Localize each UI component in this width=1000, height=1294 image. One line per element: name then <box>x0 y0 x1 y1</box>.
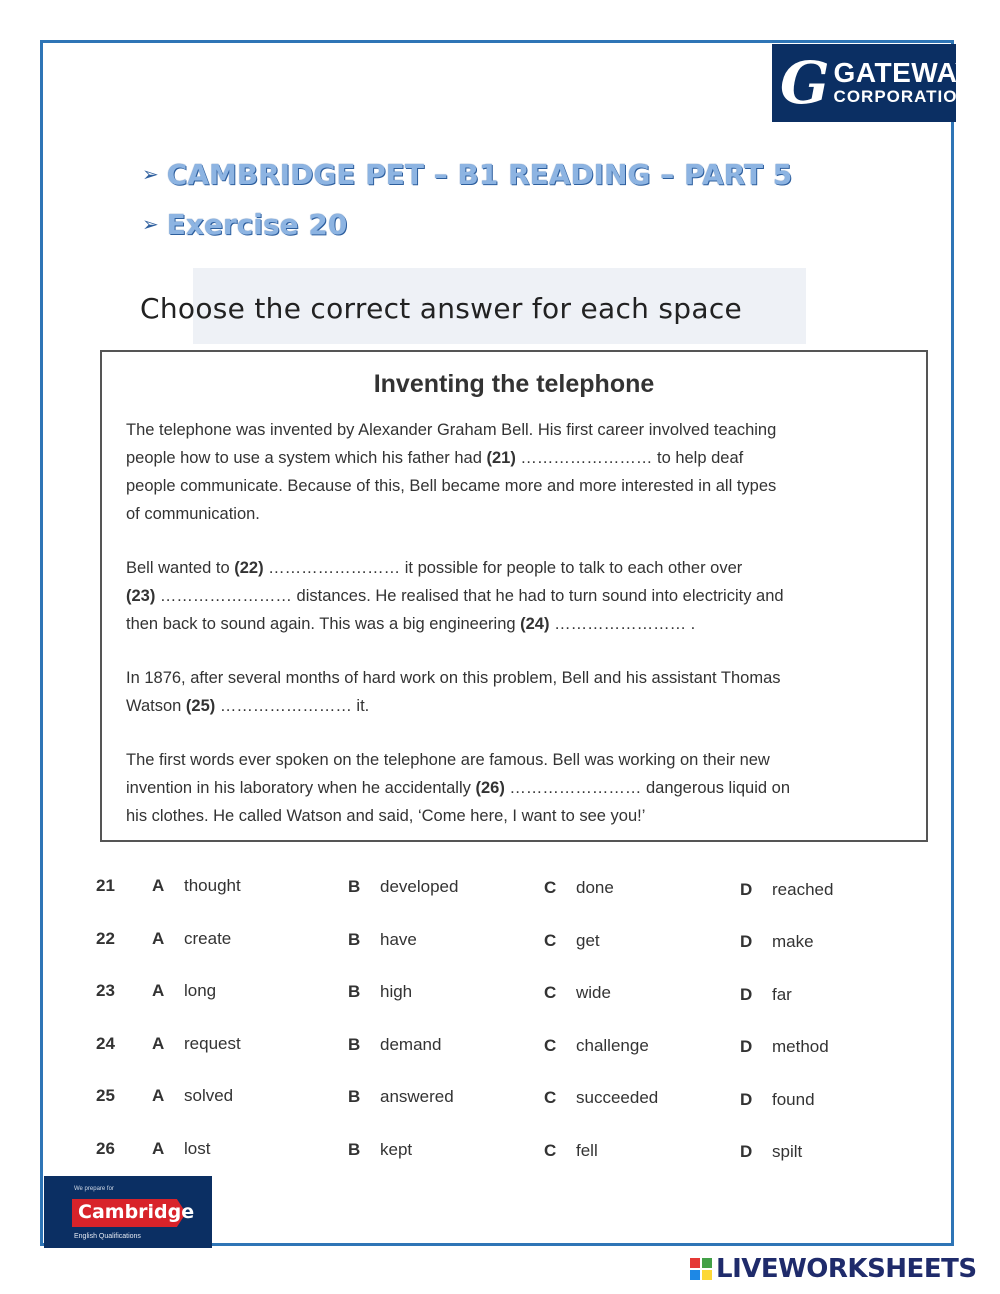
question-number: 26 <box>96 1138 115 1158</box>
liveworksheets-block <box>702 1258 712 1268</box>
option-letter: A <box>152 981 165 1000</box>
cambridge-brand: Cambridge <box>78 1201 195 1223</box>
passage-line <box>126 444 906 472</box>
option-letter: C <box>544 930 557 950</box>
passage-title: Inventing the telephone <box>373 370 655 398</box>
liveworksheets-text: LIVEWORKSHEETS <box>716 1254 977 1284</box>
option-word: thought <box>184 876 241 895</box>
option-21-c[interactable] <box>544 878 614 898</box>
question-number: 21 <box>96 876 115 895</box>
option-25-b[interactable] <box>348 1087 454 1107</box>
option-word: have <box>380 929 417 949</box>
option-23-c[interactable] <box>544 983 611 1003</box>
option-26-a[interactable] <box>152 1139 210 1159</box>
option-letter: C <box>544 878 557 898</box>
passage-line <box>126 692 906 720</box>
option-letter: B <box>348 1139 361 1159</box>
heading-exercise-text: Exercise 20 <box>166 208 348 241</box>
option-word: create <box>184 928 232 948</box>
option-word: method <box>772 1037 829 1057</box>
liveworksheets-block <box>690 1258 700 1268</box>
option-word: wide <box>576 983 611 1003</box>
option-word: succeeded <box>576 1088 659 1108</box>
passage-text: …………………… distances. He realised that he had to turn sound into electricity and <box>155 587 784 605</box>
option-word: far <box>772 984 792 1004</box>
heading-course-text: CAMBRIDGE PET – B1 READING – PART 5 <box>166 158 793 191</box>
option-letter: C <box>544 1088 557 1108</box>
option-letter: D <box>740 1037 753 1057</box>
passage-text: The telephone was invented by Alexander Graham Bell. His first career involved teaching <box>126 421 777 439</box>
arrow-bullet-icon: ➢ <box>142 162 159 186</box>
option-letter: A <box>152 876 165 895</box>
passage-text: In 1876, after several months of hard work on this problem, Bell and his assistant Thomas <box>126 669 781 687</box>
option-24-d[interactable] <box>740 1037 829 1057</box>
passage-line <box>126 664 906 692</box>
option-26-d[interactable] <box>740 1142 802 1162</box>
option-letter: D <box>740 984 753 1004</box>
option-24-b[interactable] <box>348 1035 441 1055</box>
option-word: high <box>380 982 413 1002</box>
option-26-b[interactable] <box>348 1140 412 1160</box>
passage-text: Bell wanted to <box>126 559 235 577</box>
option-22-d[interactable] <box>740 932 814 952</box>
passage-line <box>126 802 906 830</box>
passage-text: people how to use a system which his father had <box>126 449 487 467</box>
question-row-25 <box>96 1086 896 1116</box>
cambridge-subtitle: English Qualifications <box>74 1233 141 1240</box>
option-letter: B <box>348 929 361 949</box>
option-word: fell <box>576 1140 598 1160</box>
passage-paragraph <box>126 416 906 528</box>
option-letter: D <box>740 1089 753 1109</box>
passage-paragraph <box>126 746 906 830</box>
option-letter: B <box>348 1087 361 1107</box>
option-word: done <box>576 878 614 898</box>
passage-line <box>126 554 906 582</box>
option-23-b[interactable] <box>348 982 412 1002</box>
passage-line <box>126 416 906 444</box>
question-number: 23 <box>96 981 115 1000</box>
gateway-logo-line2: CORPORATION <box>833 87 971 106</box>
option-word: reached <box>772 879 834 899</box>
option-word: developed <box>380 877 459 897</box>
question-row-24 <box>96 1034 896 1064</box>
option-letter: A <box>152 1033 165 1053</box>
option-21-b[interactable] <box>348 877 458 897</box>
option-23-a[interactable] <box>152 981 216 1001</box>
cambridge-tagline: We prepare for <box>74 1186 114 1192</box>
option-word: challenge <box>576 1035 649 1055</box>
option-letter: D <box>740 879 753 899</box>
option-25-a[interactable] <box>152 1086 233 1106</box>
option-letter: C <box>544 1035 557 1055</box>
passage-text: people communicate. Because of this, Bell became more and more interested in all types <box>126 477 777 495</box>
option-letter: B <box>348 982 361 1002</box>
gateway-logo-mark: G <box>780 49 830 117</box>
reading-passage <box>100 350 928 842</box>
gap-number: (25) <box>185 697 216 715</box>
option-word: spilt <box>772 1142 803 1162</box>
passage-text: his clothes. He called Watson and said, ‘Come here, I want to see you!’ <box>126 807 646 825</box>
option-letter: B <box>348 877 361 897</box>
liveworksheets-logo <box>690 1254 977 1284</box>
option-26-c[interactable] <box>544 1141 598 1161</box>
liveworksheets-block <box>702 1270 712 1280</box>
gateway-logo-line1: GATEWAY <box>833 57 974 88</box>
gap-number: (26) <box>475 779 505 797</box>
option-word: get <box>576 930 600 950</box>
gateway-logo <box>772 44 974 122</box>
option-letter: A <box>152 1138 165 1158</box>
option-letter: B <box>348 1034 361 1054</box>
option-25-c[interactable] <box>544 1088 658 1108</box>
option-letter: C <box>544 1140 557 1160</box>
gap-number: (22) <box>234 559 264 577</box>
option-word: kept <box>380 1139 413 1159</box>
passage-text: invention in his laboratory when he accidentally <box>126 779 476 797</box>
passage-line <box>126 774 906 802</box>
option-24-c[interactable] <box>544 1036 649 1056</box>
option-word: solved <box>184 1086 234 1105</box>
question-number: 25 <box>96 1086 115 1105</box>
cambridge-logo <box>44 1176 212 1248</box>
question-row-23 <box>96 981 896 1011</box>
option-23-d[interactable] <box>740 985 792 1005</box>
option-22-a[interactable] <box>152 929 231 949</box>
passage-line <box>126 472 906 500</box>
passage-text: of communication. <box>126 505 260 523</box>
option-22-c[interactable] <box>544 931 600 951</box>
gap-number: (24) <box>520 615 550 633</box>
option-word: request <box>184 1033 241 1053</box>
option-letter: A <box>152 928 165 948</box>
liveworksheets-block <box>690 1270 700 1280</box>
question-number: 24 <box>96 1033 115 1053</box>
gap-number: (23) <box>126 587 156 605</box>
option-22-b[interactable] <box>348 930 417 950</box>
passage-line <box>126 500 906 528</box>
passage-paragraph <box>126 554 906 638</box>
question-row-26 <box>96 1139 896 1169</box>
heading-course <box>142 158 792 191</box>
passage-text: then back to sound again. This was a big engineering <box>126 615 521 633</box>
option-word: lost <box>184 1138 211 1158</box>
option-letter: A <box>152 1086 165 1105</box>
option-word: long <box>184 981 217 1000</box>
option-word: answered <box>380 1087 454 1107</box>
option-21-a[interactable] <box>152 876 241 896</box>
arrow-bullet-icon: ➢ <box>142 212 159 236</box>
option-letter: C <box>544 983 557 1003</box>
passage-text: …………………… it possible for people to talk to each other over <box>263 559 743 577</box>
option-word: make <box>772 932 814 952</box>
passage-line <box>126 582 906 610</box>
option-25-d[interactable] <box>740 1090 815 1110</box>
passage-text: …………………… dangerous liquid on <box>504 779 791 797</box>
option-letter: D <box>740 1142 753 1162</box>
passage-line <box>126 746 906 774</box>
question-row-21 <box>96 876 896 906</box>
passage-line <box>126 610 906 638</box>
option-21-d[interactable] <box>740 880 833 900</box>
gap-number: (21) <box>486 449 516 467</box>
passage-text: …………………… . <box>549 615 696 633</box>
passage-text: The first words ever spoken on the telephone are famous. Bell was working on their new <box>126 751 770 769</box>
option-24-a[interactable] <box>152 1034 241 1054</box>
heading-exercise <box>142 208 347 241</box>
passage-text: …………………… it. <box>215 697 370 715</box>
passage-paragraph <box>126 664 906 720</box>
option-word: found <box>772 1089 815 1109</box>
passage-text: …………………… to help deaf <box>515 449 744 467</box>
option-letter: D <box>740 932 753 952</box>
question-number: 22 <box>96 928 115 948</box>
option-word: demand <box>380 1034 442 1054</box>
passage-text: Watson <box>126 697 186 715</box>
question-row-22 <box>96 929 896 959</box>
instruction-text: Choose the correct answer for each space <box>140 292 743 325</box>
liveworksheets-blocks-icon <box>690 1258 712 1280</box>
